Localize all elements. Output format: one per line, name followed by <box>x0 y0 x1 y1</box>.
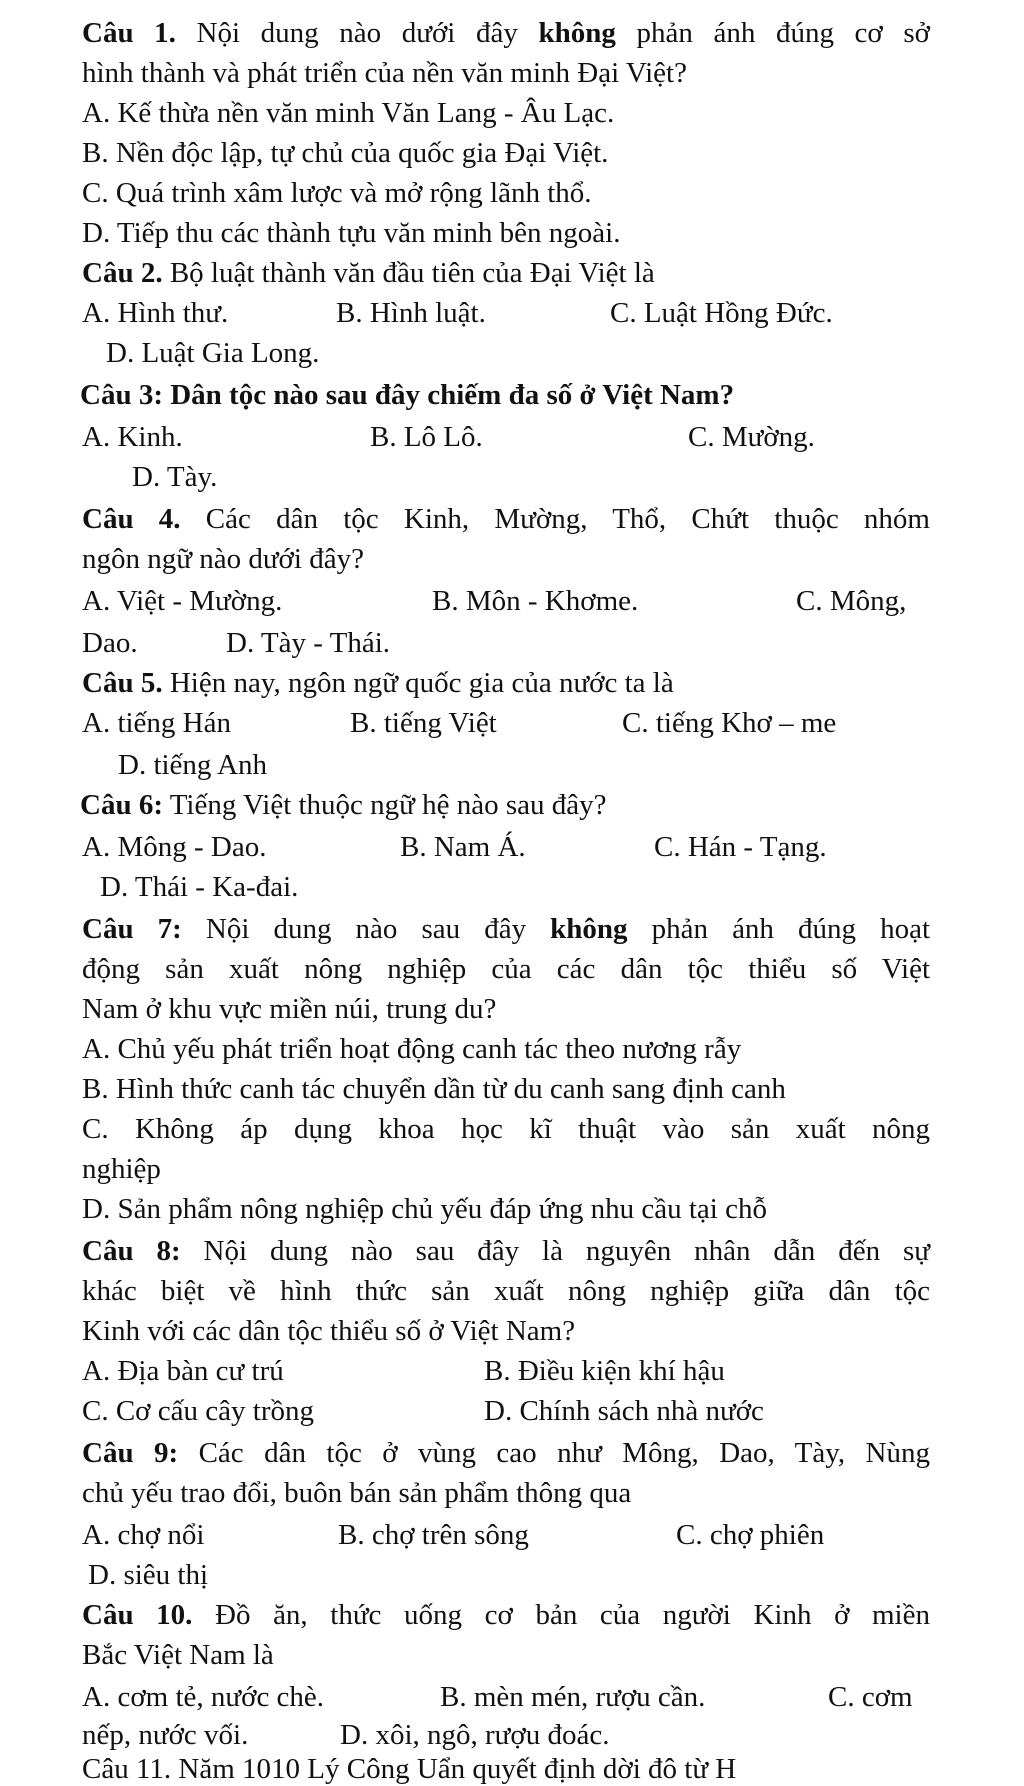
q8-option-d: D. Chính sách nhà nước <box>484 1395 764 1427</box>
q6-option-d: D. Thái - Ka-đai. <box>100 871 299 903</box>
question-9: Câu 9: Các dân tộc ở vùng cao như Mông, Dao, Tày, Nùng <box>82 1437 930 1469</box>
q8-option-c: C. Cơ cấu cây trồng <box>82 1395 314 1427</box>
question-6: Câu 6: Tiếng Việt thuộc ngữ hệ nào sau đây? <box>80 789 607 821</box>
question-8: Câu 8: Nội dung nào sau đây là nguyên nhân dẫn đến sự <box>82 1235 930 1267</box>
question-7: Câu 7: Nội dung nào sau đây không phản ánh đúng hoạt <box>82 913 931 945</box>
q4-option-a: A. Việt - Mường. <box>82 585 283 617</box>
q7-option-c-cont: nghiệp <box>82 1153 161 1185</box>
q9-option-c: C. chợ phiên <box>676 1519 825 1551</box>
question-9-line-2: chủ yếu trao đổi, buôn bán sản phẩm thông qua <box>82 1477 632 1509</box>
q2-option-b: B. Hình luật. <box>336 297 486 329</box>
q4-option-d: D. Tày - Thái. <box>226 627 391 659</box>
q10-option-d: D. xôi, ngô, rượu đoác. <box>340 1719 610 1751</box>
q4-option-c: C. Mông, <box>796 585 907 617</box>
q2-option-a: A. Hình thư. <box>82 297 229 329</box>
q7-option-a: A. Chủ yếu phát triển hoạt động canh tác theo nương rẫy <box>82 1033 742 1065</box>
q9-option-b: B. chợ trên sông <box>338 1519 529 1551</box>
q6-option-a: A. Mông - Dao. <box>82 831 267 863</box>
q3-option-d: D. Tày. <box>132 461 218 493</box>
question-1: Câu 1. Nội dung nào dưới đây không phản ánh đúng cơ sở <box>82 17 930 49</box>
q7-option-c: C. Không áp dụng khoa học kĩ thuật vào sản xuất nông <box>82 1113 930 1145</box>
q5-option-b: B. tiếng Việt <box>350 707 497 739</box>
q10-option-c-cont: nếp, nước vối. <box>82 1719 249 1751</box>
q1-option-c: C. Quá trình xâm lược và mở rộng lãnh thổ. <box>82 177 592 209</box>
question-8-line-2: khác biệt về hình thức sản xuất nông nghiệp giữa dân tộc <box>82 1275 930 1307</box>
q10-option-b: B. mèn mén, rượu cần. <box>440 1681 706 1713</box>
q2-option-d: D. Luật Gia Long. <box>106 337 320 369</box>
q7-option-b: B. Hình thức canh tác chuyển dần từ du canh sang định canh <box>82 1073 786 1105</box>
q4-option-c-cont: Dao. <box>82 627 138 659</box>
q6-option-b: B. Nam Á. <box>400 831 526 863</box>
question-7-line-3: Nam ở khu vực miền núi, trung du? <box>82 993 497 1025</box>
question-5: Câu 5. Hiện nay, ngôn ngữ quốc gia của nước ta là <box>82 667 674 699</box>
q5-option-c: C. tiếng Khơ – me <box>622 707 837 739</box>
question-3: Câu 3: Dân tộc nào sau đây chiếm đa số ở Việt Nam? <box>80 379 735 411</box>
q9-option-a: A. chợ nổi <box>82 1519 205 1551</box>
question-8-line-3: Kinh với các dân tộc thiểu số ở Việt Nam? <box>82 1315 576 1347</box>
q10-option-a: A. cơm tẻ, nước chè. <box>82 1681 325 1713</box>
q7-option-d: D. Sản phẩm nông nghiệp chủ yếu đáp ứng nhu cầu tại chỗ <box>82 1193 767 1225</box>
q9-option-d: D. siêu thị <box>88 1559 209 1591</box>
q3-option-a: A. Kinh. <box>82 421 183 453</box>
q6-option-c: C. Hán - Tạng. <box>654 831 827 863</box>
q5-option-a: A. tiếng Hán <box>82 707 231 739</box>
question-2: Câu 2. Bộ luật thành văn đầu tiên của Đại Việt là <box>82 257 655 289</box>
question-11-cut-off: Câu 11. Năm 1010 Lý Công Uẩn quyết định dời đô từ H <box>82 1753 737 1785</box>
question-10: Câu 10. Đồ ăn, thức uống cơ bản của người Kinh ở miền <box>82 1599 930 1631</box>
q3-option-b: B. Lô Lô. <box>370 421 483 453</box>
question-1-line-2: hình thành và phát triển của nền văn minh Đại Việt? <box>82 57 687 89</box>
q10-option-c: C. cơm <box>828 1681 913 1713</box>
q2-option-c: C. Luật Hồng Đức. <box>610 297 833 329</box>
q8-option-a: A. Địa bàn cư trú <box>82 1355 284 1387</box>
q3-option-c: C. Mường. <box>688 421 815 453</box>
question-4-line-2: ngôn ngữ nào dưới đây? <box>82 543 364 575</box>
q4-option-b: B. Môn - Khơme. <box>432 585 639 617</box>
q1-option-d: D. Tiếp thu các thành tựu văn minh bên ngoài. <box>82 217 621 249</box>
question-10-line-2: Bắc Việt Nam là <box>82 1639 274 1671</box>
question-7-line-2: động sản xuất nông nghiệp của các dân tộc thiểu số Việt <box>82 953 930 985</box>
q1-option-a: A. Kế thừa nền văn minh Văn Lang - Âu Lạc. <box>82 97 615 129</box>
question-4: Câu 4. Các dân tộc Kinh, Mường, Thổ, Chứt thuộc nhóm <box>82 503 930 535</box>
q1-option-b: B. Nền độc lập, tự chủ của quốc gia Đại Việt. <box>82 137 609 169</box>
q8-option-b: B. Điều kiện khí hậu <box>484 1355 725 1387</box>
q5-option-d: D. tiếng Anh <box>118 749 268 781</box>
